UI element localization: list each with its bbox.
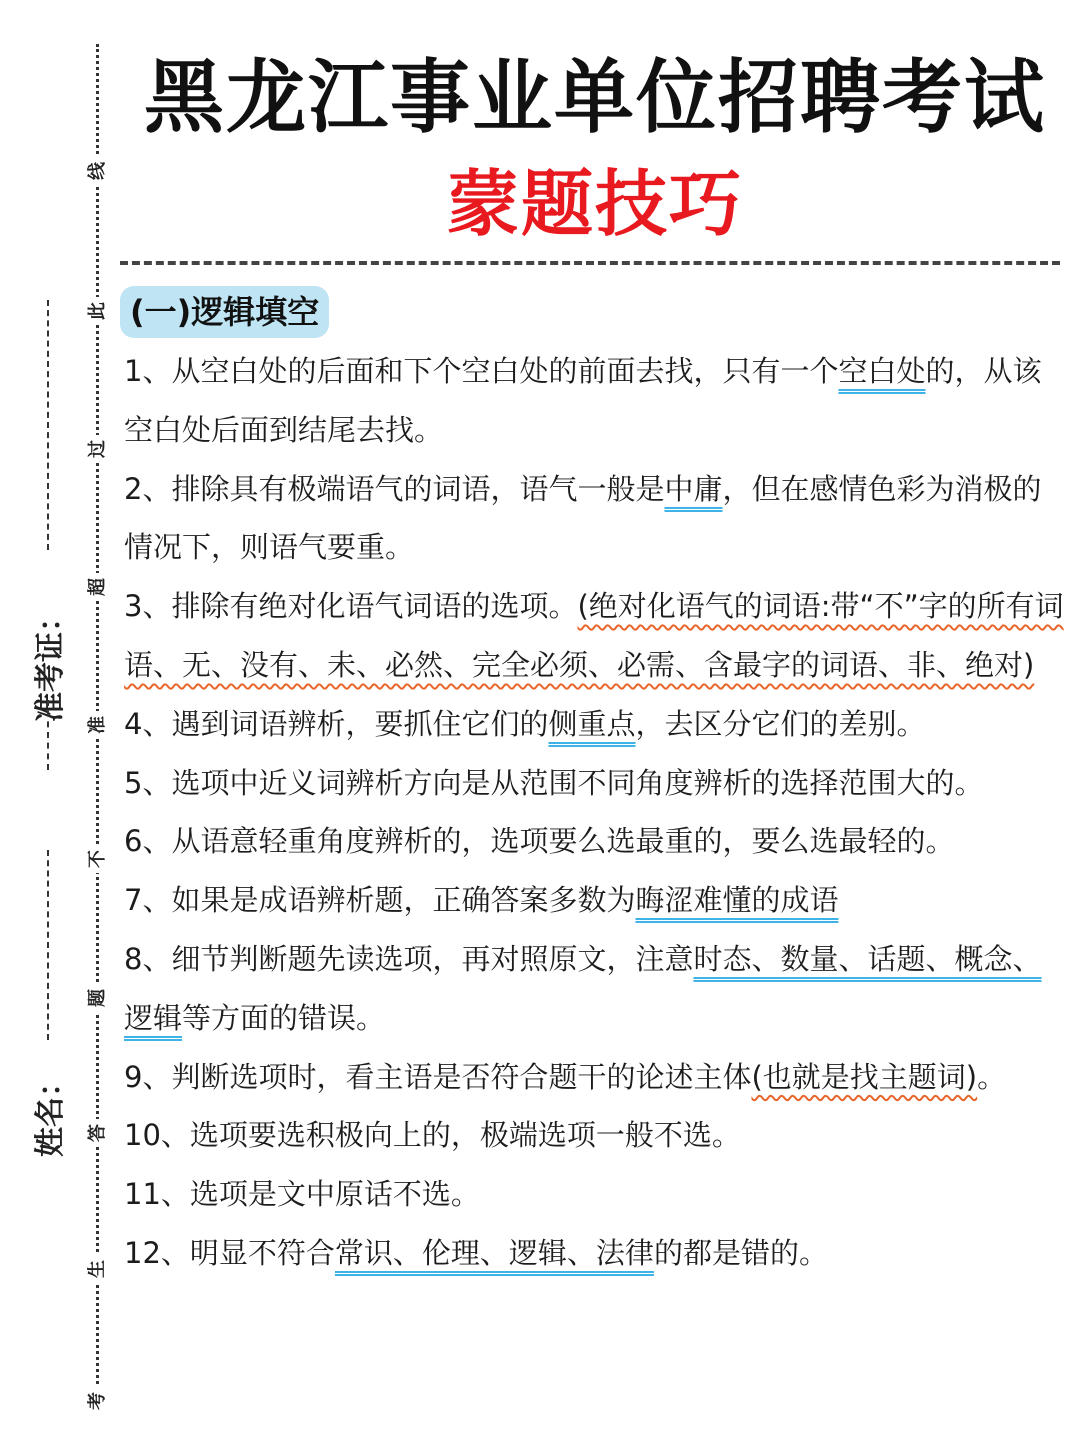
wavy-highlight: (也就是找主题词)	[751, 1059, 978, 1094]
item-text: 如果是成语辨析题，正确答案多数为	[171, 883, 636, 918]
item-number: 6、	[124, 824, 172, 859]
highlight-underline: 空白处	[838, 354, 926, 388]
list-item	[124, 1048, 1064, 1107]
item-text: 细节判断题先读选项，再对照原文，注意	[171, 941, 694, 976]
item-text: 从空白处的后面和下个空白处的前面去找，只有一个	[171, 354, 839, 388]
binding-char: 此	[83, 297, 109, 325]
list-item	[124, 930, 1064, 1048]
item-text-tail: ，去区分它们的差别。	[635, 706, 926, 741]
wavy-highlight: (绝对化语气的词语:带“不”字的所有词语、无、没有、未、必然、完全必须、必需、含最字的词语、非、绝对)	[124, 589, 1064, 682]
list-item	[124, 1224, 1064, 1283]
name-label: 姓名：	[33, 1067, 68, 1157]
list-item	[124, 812, 1064, 871]
name-blank	[47, 850, 49, 1040]
header-divider	[120, 261, 1060, 265]
list-item	[124, 695, 1064, 754]
list-item	[124, 871, 1064, 930]
item-text: 选项中近义词辨析方向是从范围不同角度辨析的选择范围大的。	[171, 765, 984, 800]
highlight-underline: 时态、数量、话题、概念、逻辑	[124, 941, 1042, 1035]
item-number: 12、	[124, 1235, 190, 1270]
item-text-tail: 等方面的错误。	[182, 1000, 386, 1035]
item-text: 选项要选积极向上的，极端选项一般不选。	[189, 1118, 741, 1153]
highlight-underline: 中庸	[664, 471, 723, 506]
list-item	[124, 1106, 1064, 1165]
tips-list	[124, 342, 1064, 1283]
item-number: 1、	[124, 354, 172, 388]
item-number: 8、	[124, 941, 172, 976]
item-number: 9、	[124, 1059, 172, 1094]
item-text-tail: ，但在感情色彩为消极的情况下，则语气要重。	[124, 471, 1042, 565]
list-item	[124, 754, 1064, 813]
list-item	[124, 460, 1064, 578]
item-number: 2、	[124, 471, 172, 506]
binding-char: 不	[83, 845, 109, 873]
item-text: 排除具有极端语气的词语，语气一般是	[171, 471, 665, 506]
admission-number-blank	[47, 300, 49, 550]
admission-number-blank-2	[47, 700, 49, 770]
item-text-tail: 。	[977, 1059, 1007, 1094]
item-number: 11、	[124, 1177, 190, 1212]
binding-char: 过	[83, 435, 109, 463]
item-text: 排除有绝对化语气词语的选项。	[171, 589, 578, 624]
item-number: 5、	[124, 765, 172, 800]
list-item	[124, 342, 1064, 460]
item-text: 明显不符合	[189, 1235, 335, 1270]
item-text: 从语意轻重角度辨析的，选项要么选最重的，要么选最轻的。	[171, 824, 955, 859]
binding-char: 答	[83, 1119, 109, 1147]
item-text-tail: 的，从该空白处后面到结尾去找。	[124, 354, 1042, 447]
item-text: 遇到词语辨析，要抓住它们的	[171, 706, 549, 741]
item-number: 4、	[124, 706, 172, 741]
page-subtitle: 蒙题技巧	[446, 162, 743, 246]
binding-char: 题	[83, 984, 109, 1012]
binding-char: 考	[83, 1387, 109, 1415]
section-heading: (一)逻辑填空	[120, 286, 329, 338]
item-text-tail: 的都是错的。	[653, 1235, 828, 1270]
item-text: 选项是文中原话不选。	[189, 1177, 480, 1212]
page-title: 黑龙江事业单位招聘考试	[144, 51, 1046, 144]
binding-char: 线	[83, 157, 109, 185]
list-item	[124, 1165, 1064, 1224]
item-number: 7、	[124, 883, 172, 918]
highlight-underline: 常识、伦理、逻辑、法律	[334, 1235, 654, 1270]
highlight-underline: 晦涩难懂的成语	[635, 883, 839, 918]
item-number: 10、	[124, 1118, 190, 1153]
binding-char: 生	[83, 1255, 109, 1283]
item-text: 判断选项时，看主语是否符合题干的论述主体	[171, 1059, 752, 1094]
binding-char: 准	[83, 711, 109, 739]
item-number: 3、	[124, 589, 172, 624]
binding-char: 超	[83, 573, 109, 601]
list-item	[124, 577, 1064, 695]
highlight-underline: 侧重点	[548, 706, 636, 741]
admission-number-label: 准考证：	[33, 602, 68, 722]
